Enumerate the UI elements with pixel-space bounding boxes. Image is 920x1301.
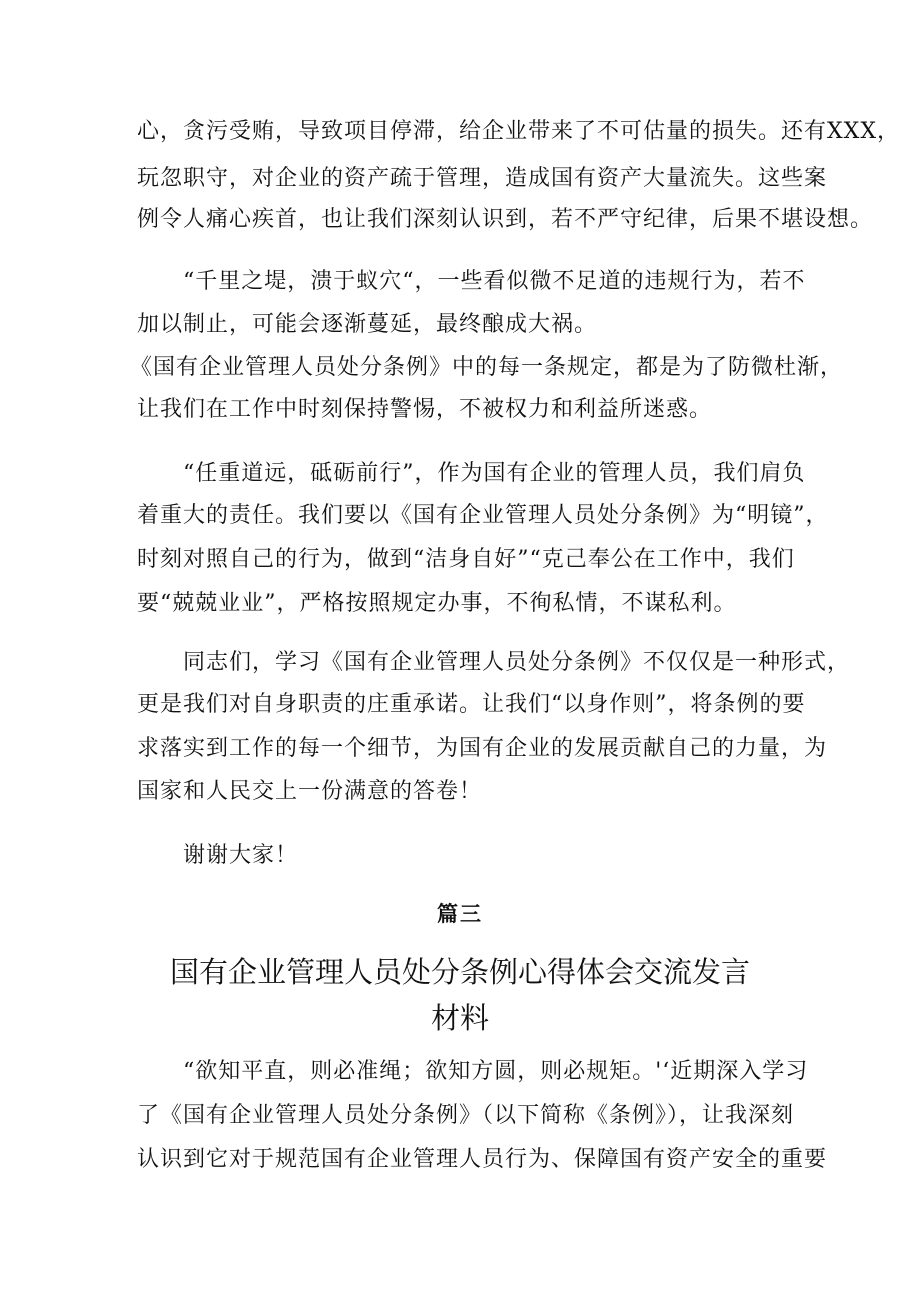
text-line: “任重道远，砥砺前行”，作为国有企业的管理人员，我们肩负 — [183, 461, 806, 486]
text-line: 认识到它对于规范国有企业管理人员行为、保障国有资产安全的重要 — [137, 1147, 828, 1172]
text-line: 《国有企业管理人员处分条例》中的每一条规定，都是为了防微杜渐， — [130, 355, 844, 380]
text-line: 更是我们对自身职责的庄重承诺。让我们“以身作则”，将条例的要 — [137, 692, 806, 717]
title-line: 国有企业管理人员处分条例心得体会交流发言 — [169, 955, 750, 989]
text-line: 加以制止，可能会逐渐蔓延，最终酿成大祸。 — [137, 312, 598, 337]
text-line: 玩忽职守，对企业的资产疏于管理，造成国有资产大量流失。这些案 — [137, 166, 828, 191]
text-line: 着重大的责任。我们要以《国有企业管理人员处分条例》为“明镜”， — [137, 503, 829, 528]
text-line: “千里之堤，溃于蚁穴“，一些看似微不足道的违规行为，若不 — [183, 269, 806, 294]
text-line: 例令人痛心疾首，也让我们深刻认识到，若不严守纪律，后果不堪设想。 — [137, 207, 874, 232]
text-line: 时刻对照自己的行为，做到“洁身自好”“克己奉公在工作中，我们 — [137, 547, 795, 572]
text-line: 要“兢兢业业”，严格按照规定办事，不徇私情，不谋私利。 — [137, 591, 737, 616]
text-line: 同志们，学习《国有企业管理人员处分条例》不仅仅是一种形式， — [183, 650, 851, 675]
text-line: 了《国有企业管理人员处分条例》（以下简称《条例》），让我深刻 — [137, 1103, 795, 1128]
text-line: 求落实到工作的每一个细节，为国有企业的发展贡献自己的力量，为 — [137, 736, 828, 761]
text-line: “欲知平直，则必准绳；欲知方圆，则必规矩。'‘近期深入学习 — [183, 1059, 809, 1084]
text-line: 让我们在工作中时刻保持警惕，不被权力和利益所迷惑。 — [137, 397, 713, 422]
title-line: 材料 — [430, 1001, 489, 1035]
closing-line: 谢谢大家！ — [183, 843, 299, 868]
text-line: 心，贪污受贿，导致项目停滞，给企业带来了不可估量的损失。还有XXX， — [137, 119, 900, 144]
section-label: 篇三 — [437, 901, 483, 926]
text-line: 国家和人民交上一份满意的答卷！ — [137, 779, 483, 804]
